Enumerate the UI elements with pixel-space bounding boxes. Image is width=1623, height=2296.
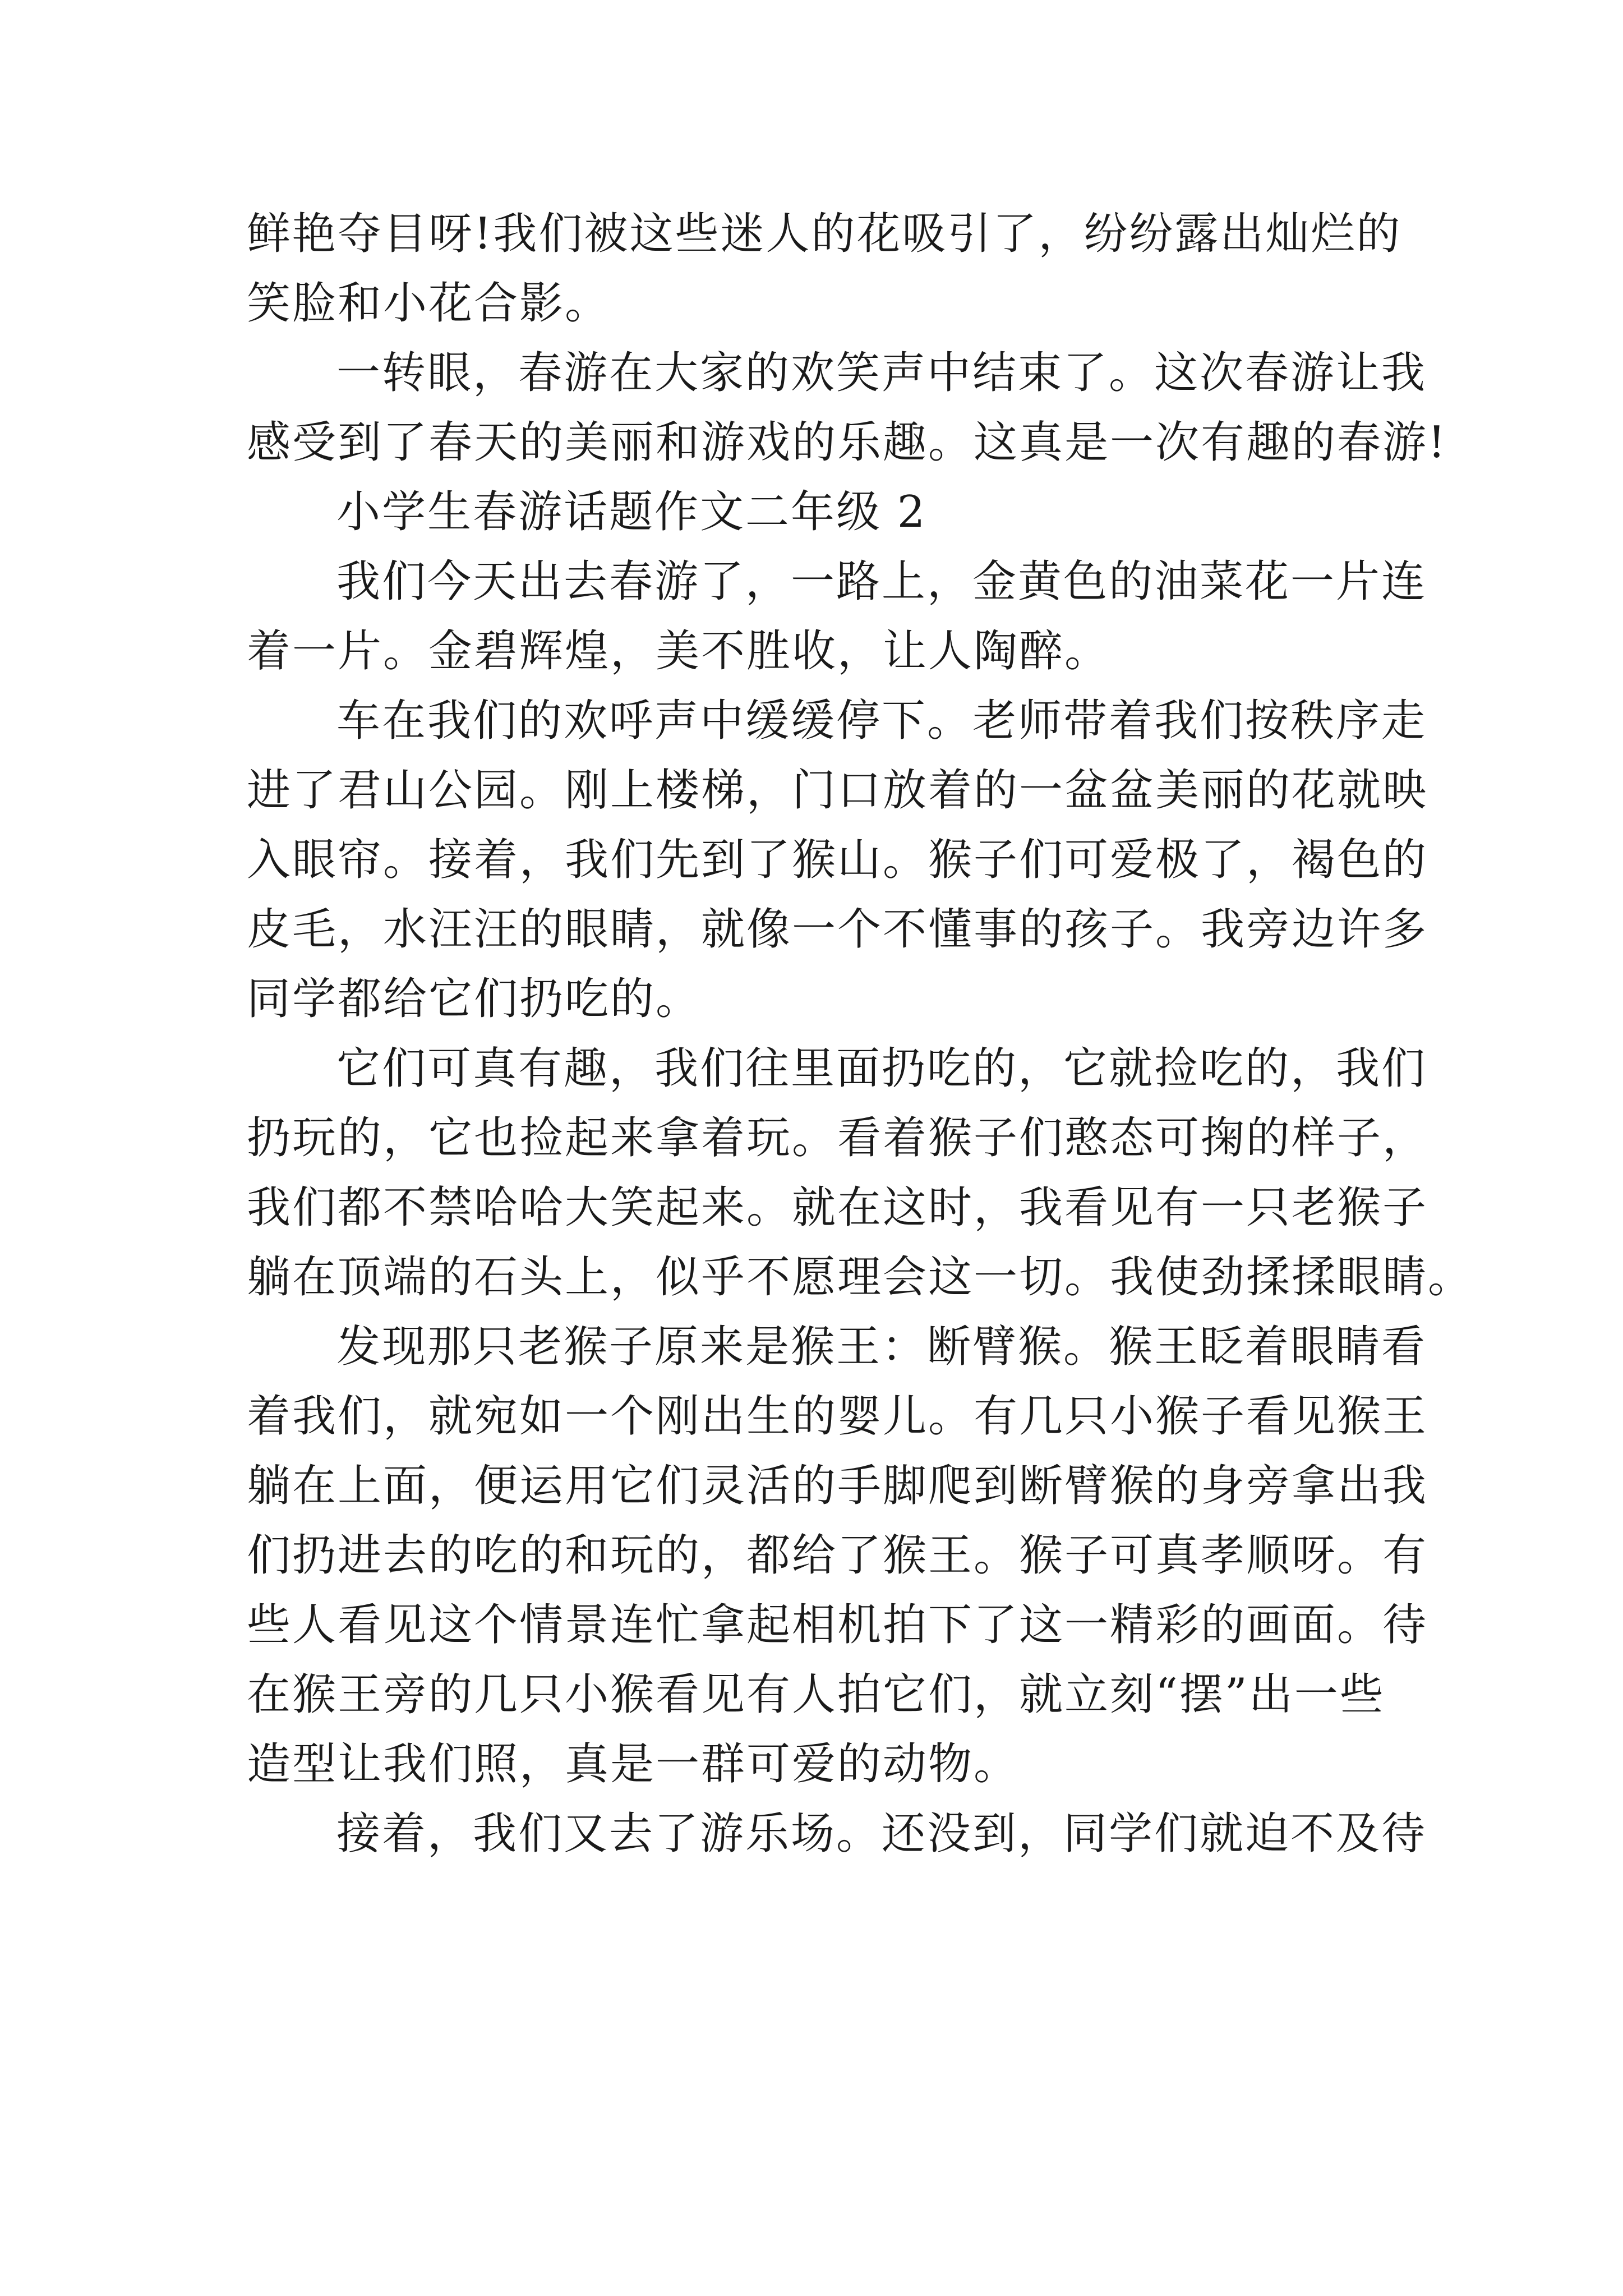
text-line: 我们都不禁哈哈大笑起来。就在这时，我看见有一只老猴子 <box>247 1182 1428 1233</box>
text-line: 它们可真有趣，我们往里面扔吃的，它就捡吃的，我们 <box>336 1043 1427 1094</box>
text-line: 感受到了春天的美丽和游戏的乐趣。这真是一次有趣的春游! <box>247 417 1447 468</box>
text-line: 们扔进去的吃的和玩的，都给了猴王。猴子可真孝顺呀。有 <box>247 1530 1428 1581</box>
text-line: 扔玩的，它也捡起来拿着玩。看着猴子们憨态可掬的样子， <box>247 1113 1428 1163</box>
text-line: 入眼帘。接着，我们先到了猴山。猴子们可爱极了，褐色的 <box>247 835 1428 885</box>
text-line: 在猴王旁的几只小猴看见有人拍它们，就立刻“摆”出一些 <box>247 1669 1385 1720</box>
text-line: 躺在顶端的石头上，似乎不愿理会这一切。我使劲揉揉眼睛。 <box>247 1252 1474 1303</box>
text-line: 躺在上面，便运用它们灵活的手脚爬到断臂猴的身旁拿出我 <box>247 1461 1428 1511</box>
text-line: 一转眼，春游在大家的欢笑声中结束了。这次春游让我 <box>336 348 1427 398</box>
text-line: 着一片。金碧辉煌，美不胜收，让人陶醉。 <box>247 626 1110 677</box>
text-line: 进了君山公园。刚上楼梯，门口放着的一盆盆美丽的花就映 <box>247 765 1428 816</box>
text-line: 同学都给它们扔吃的。 <box>247 974 702 1024</box>
text-line: 皮毛，水汪汪的眼睛，就像一个不懂事的孩子。我旁边许多 <box>247 904 1428 955</box>
essay-body <box>247 199 1474 1869</box>
text-line: 我们今天出去春游了，一路上，金黄色的油菜花一片连 <box>336 556 1427 607</box>
text-line: 笑脸和小花合影。 <box>247 278 611 329</box>
text-line: 接着，我们又去了游乐场。还没到，同学们就迫不及待 <box>336 1809 1427 1859</box>
text-line: 发现那只老猴子原来是猴王：断臂猴。猴王眨着眼睛看 <box>336 1322 1427 1372</box>
text-line: 着我们，就宛如一个刚出生的婴儿。有几只小猴子看见猴王 <box>247 1391 1428 1442</box>
text-line: 些人看见这个情景连忙拿起相机拍下了这一精彩的画面。待 <box>247 1600 1428 1650</box>
text-line: 鲜艳夺目呀!我们被这些迷人的花吸引了，纷纷露出灿烂的 <box>247 209 1402 259</box>
text-line: 车在我们的欢呼声中缓缓停下。老师带着我们按秩序走 <box>336 696 1427 746</box>
text-line: 小学生春游话题作文二年级 2 <box>336 487 927 537</box>
text-line: 造型让我们照，真是一群可爱的动物。 <box>247 1739 1020 1789</box>
